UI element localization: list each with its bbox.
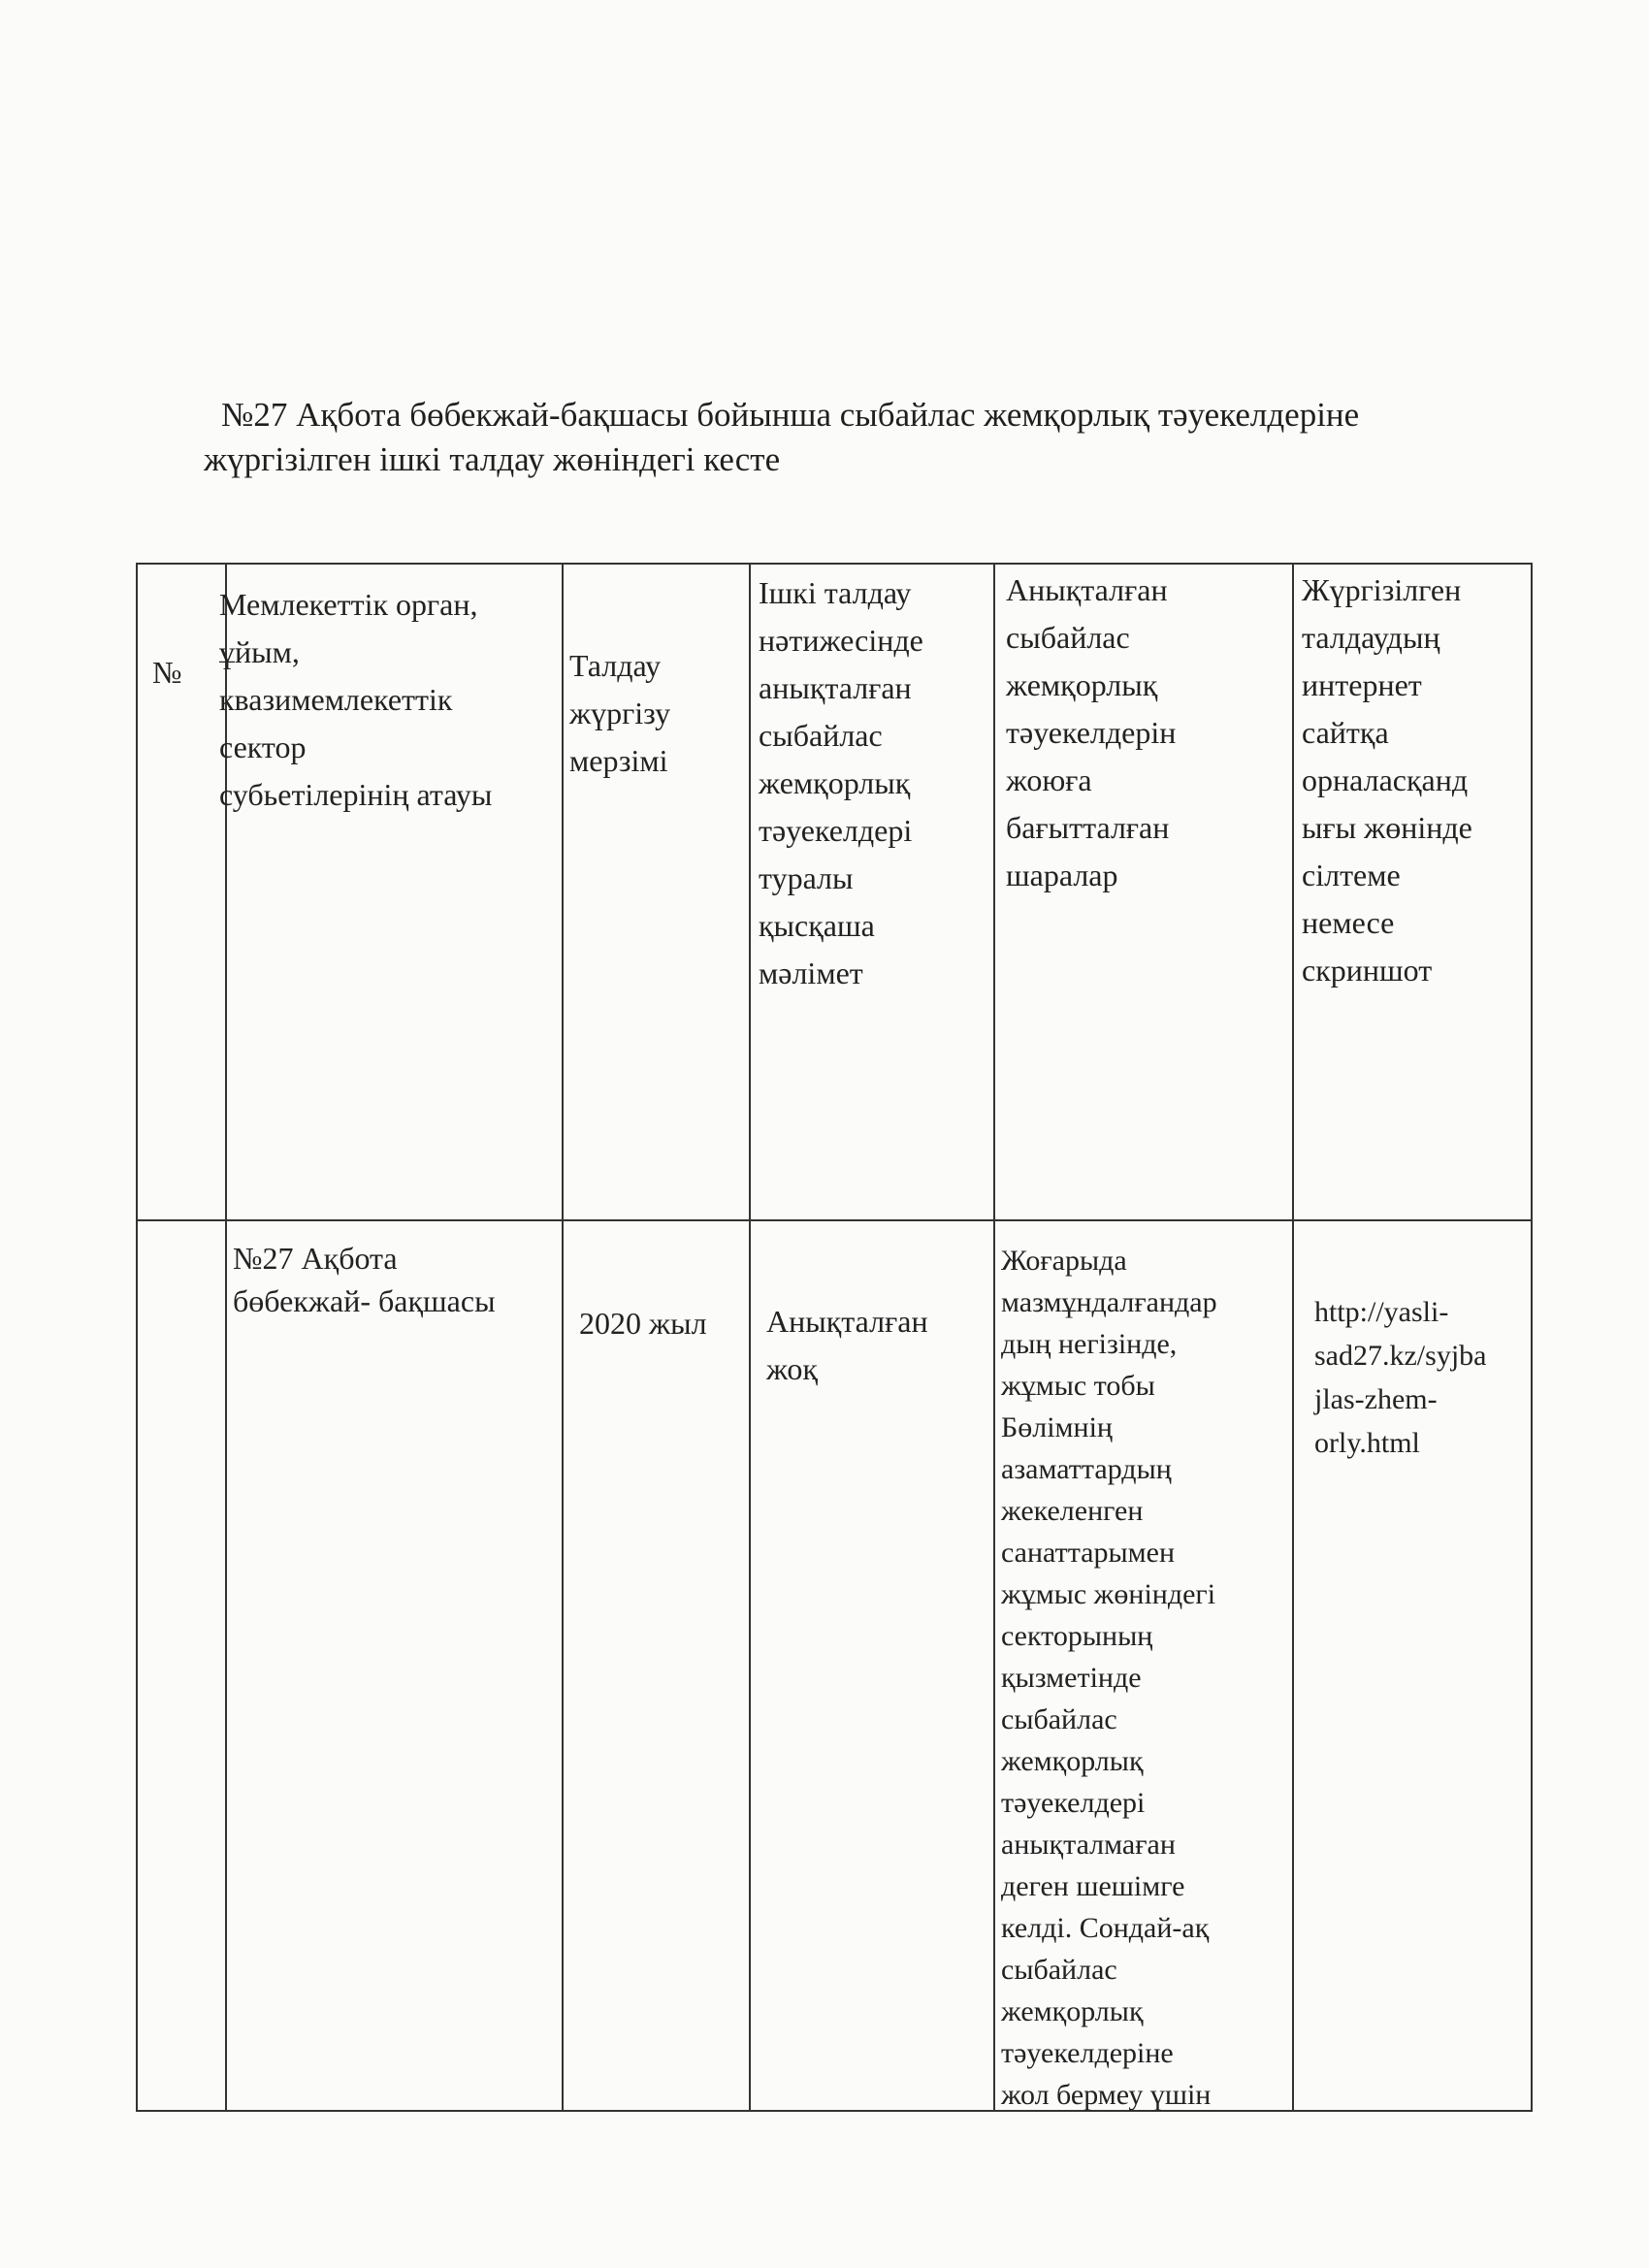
title-line-2: жүргізілген ішкі талдау жөніндегі кесте	[204, 440, 781, 478]
document-title	[204, 393, 1465, 482]
risk-analysis-table	[136, 563, 1533, 2112]
header-period: Талдау жүргізу мерзімі	[569, 648, 671, 778]
header-link: Жүргізілген талдаудың интернет сайтқа орналасқанд ығы жөнінде сілтеме немесе скриншот	[1302, 572, 1472, 988]
row-summary: Анықталған жоқ	[766, 1304, 928, 1386]
header-organization: Мемлекеттік орган, ұйым, квазимемлекеттік сектор субьетілерінің атауы	[219, 587, 493, 812]
row-measures: Жоғарыда мазмұндалғандар дың негізінде, жұмыс тобы Бөлімнің азаматтардың жекеленген санаттарымен жұмыс жөніндегі секторының қызметінде сыбайлас жемқорлық тәуекелдері анықталмаған деген шешімге келді. Сондай-ақ сыбайлас жемқорлық тәуекелдеріне жол бермеу үшін	[1001, 1245, 1217, 2111]
header-measures: Анықталған сыбайлас жемқорлық тәуекелдерін жоюға бағытталған шаралар	[1006, 572, 1177, 892]
row-period: 2020 жыл	[579, 1306, 707, 1341]
header-number: №	[152, 655, 182, 690]
title-line-1: №27 Ақбота бөбекжай-бақшасы бойынша сыбайлас жемқорлық тәуекелдеріне	[221, 396, 1360, 434]
header-summary: Ішкі талдау нәтижесінде анықталған сыбайлас жемқорлық тәуекелдері туралы қысқаша мәлімет	[759, 575, 923, 990]
row-link[interactable]: http://yasli- sad27.kz/syjba jlas-zhem- orly.html	[1314, 1296, 1487, 1459]
row-organization: №27 Ақбота бөбекжай- бақшасы	[233, 1241, 496, 1318]
